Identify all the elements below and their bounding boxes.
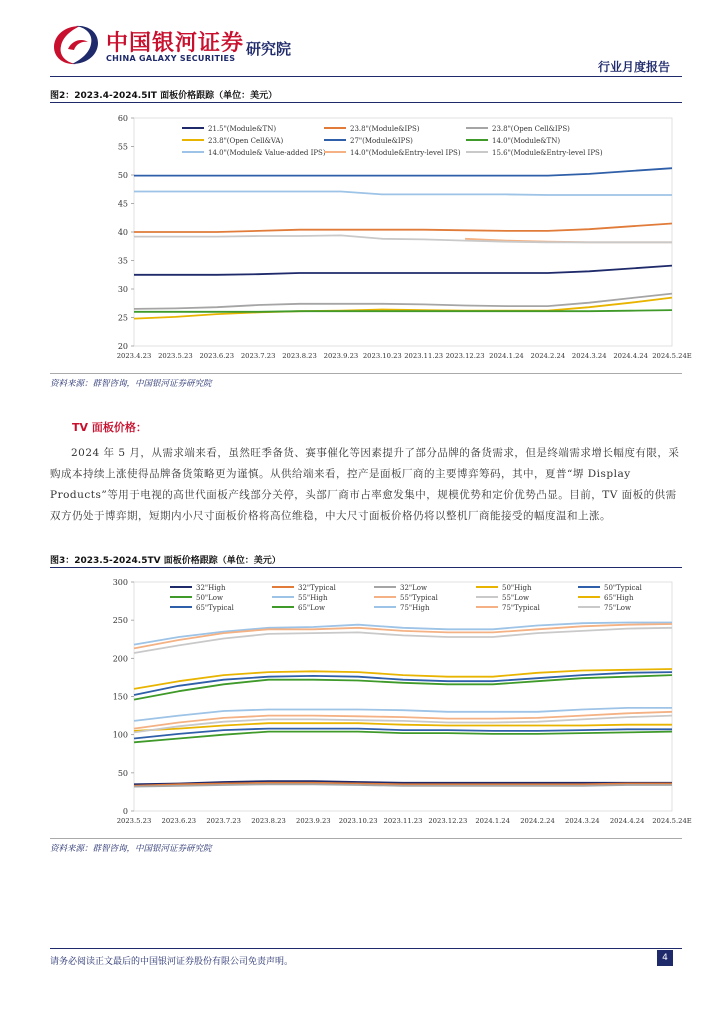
fig2-legend-label: 15.6"(Module&Entry-level IPS) <box>492 149 603 157</box>
fig3-legend-label: 55"Low <box>502 594 529 602</box>
fig2-x-tick-label: 2023.9.23 <box>323 352 359 360</box>
figure3-caption: 图3：2023.5-2024.5TV 面板价格跟踪（单位：美元） <box>50 556 281 566</box>
fig2-legend-label: 21.5"(Module&TN) <box>208 125 277 133</box>
figure3-tv-panel-chart <box>50 569 692 837</box>
fig2-legend-label: 14.0"(Module&Entry-level IPS) <box>350 149 461 157</box>
fig2-x-tick-label: 2023.11.23 <box>404 352 444 360</box>
figure3-caption-rule <box>50 567 682 568</box>
fig3-x-tick-label: 2023.7.23 <box>206 817 241 825</box>
fig3-legend-label: 50"High <box>502 584 532 592</box>
fig3-x-tick-label: 2024.4.24 <box>609 817 645 825</box>
figure2-caption-rule <box>50 102 682 103</box>
fig3-y-tick-label: 0 <box>122 807 128 816</box>
fig2-y-tick-label: 25 <box>117 313 128 323</box>
fig2-y-tick-label: 30 <box>117 285 128 294</box>
fig2-y-tick-label: 60 <box>117 114 128 123</box>
tv-section-heading: TV 面板价格： <box>72 421 147 434</box>
tv-section-paragraph <box>50 443 680 527</box>
figure3-bottom-rule <box>50 838 682 839</box>
fig2-x-tick-label: 2024.2.24 <box>530 352 566 360</box>
fig2-legend-label: 14.0"(Module&TN) <box>492 137 561 145</box>
institute-label: 研究院 <box>246 40 292 58</box>
fig3-series-line-12 <box>134 675 672 700</box>
fig2-series-line-6 <box>134 310 672 312</box>
logo-english-name: CHINA GALAXY SECURITIES <box>106 54 236 63</box>
tv-paragraph-text: 2024 年 5 月，从需求端来看，虽然旺季备货、赛事催化等因素提升了部分品牌的备货需求，但是终端需求增长幅度有限，采购成本持续上涨使得品牌备货策略更为谨慎。从供给端来看，控产是面板厂商的主要博弈筹码，其中，夏普“堺 Display Products”等用于电视的高世代面板产线部分关停，头部厂商市占率愈发集中，规模优势和定价优势凸显。目前，TV 面板的供需双方仍处于博弈期，短期内小尺寸面板价格将高位维稳，中大尺寸面板价格仍将以整机厂商能接受的幅度温和上涨。 <box>50 447 680 522</box>
fig3-x-tick-label: 2023.8.23 <box>251 817 286 825</box>
fig2-legend-label: 23.8"(Open Cell&IPS) <box>492 125 570 133</box>
fig3-legend-label: 50"Typical <box>604 584 642 592</box>
figure2-source: 资料来源：群智咨询，中国银河证券研究院 <box>50 379 212 389</box>
fig2-series-line-5 <box>134 168 672 175</box>
fig3-x-tick-label: 2023.6.23 <box>161 817 197 825</box>
fig3-legend-label: 65"High <box>604 594 634 602</box>
fig3-legend-label: 65"Typical <box>196 604 234 612</box>
fig3-legend-label: 32"High <box>196 584 226 592</box>
footer-disclaimer: 请务必阅读正文最后的中国银河证券股份有限公司免责声明。 <box>50 957 294 967</box>
fig2-x-tick-label: 2023.4.23 <box>116 352 152 360</box>
fig2-legend-label: 14.0"(Module& Value-added IPS) <box>208 149 326 157</box>
fig2-series-line-2 <box>134 224 672 233</box>
fig3-series-line-6 <box>134 732 672 743</box>
figure2-bottom-rule <box>50 373 682 374</box>
fig3-y-tick-label: 250 <box>112 616 128 626</box>
fig2-y-tick-label: 45 <box>117 199 128 209</box>
fig3-x-tick-label: 2024.3.24 <box>565 817 600 825</box>
fig2-x-tick-label: 2023.6.23 <box>199 352 235 360</box>
fig2-y-tick-label: 40 <box>117 228 128 237</box>
fig3-y-tick-label: 300 <box>112 578 128 587</box>
fig2-y-tick-label: 50 <box>117 171 128 180</box>
fig3-x-tick-label: 2023.12.23 <box>428 817 468 825</box>
figure2-caption: 图2：2023.4-2024.5IT 面板价格跟踪（单位：美元） <box>50 91 278 101</box>
fig3-y-tick-label: 50 <box>117 768 128 778</box>
fig2-x-tick-label: 2023.8.23 <box>282 352 317 360</box>
fig3-x-tick-label: 2024.1.24 <box>475 817 510 825</box>
fig2-x-tick-label: 2024.1.24 <box>489 352 524 360</box>
fig2-x-tick-label: 2023.7.23 <box>240 352 276 360</box>
fig3-legend-label: 55"Typical <box>400 594 438 602</box>
fig3-y-tick-label: 200 <box>112 654 128 664</box>
figure2-it-panel-chart <box>50 104 692 372</box>
fig2-x-tick-label: 2023.5.23 <box>158 352 193 360</box>
fig2-x-tick-label: 2024.3.24 <box>571 352 607 360</box>
fig2-series-line-9 <box>134 235 672 242</box>
fig2-series-line-1 <box>134 266 672 275</box>
fig3-legend-label: 55"High <box>298 594 328 602</box>
fig3-legend-label: 75"Typical <box>502 604 540 612</box>
footer-rule <box>50 948 682 949</box>
figure3-source: 资料来源：群智咨询，中国银河证券研究院 <box>50 844 212 854</box>
company-logo <box>50 22 102 68</box>
fig3-legend-label: 32"Low <box>400 584 427 592</box>
fig2-y-tick-label: 35 <box>117 256 128 266</box>
fig3-x-tick-label: 2024.2.24 <box>520 817 555 825</box>
fig2-legend-label: 27"(Module&IPS) <box>350 137 413 145</box>
fig3-legend-label: 75"High <box>400 604 430 612</box>
header-rule <box>50 76 682 77</box>
fig3-legend-label: 65"Low <box>298 604 325 612</box>
fig2-y-tick-label: 55 <box>117 142 128 152</box>
fig3-legend-label: 75"Low <box>604 604 631 612</box>
fig3-x-tick-label: 2023.5.23 <box>116 817 152 825</box>
fig3-legend-label: 50"Low <box>196 594 223 602</box>
logo-chinese-name: 中国银河证券 <box>106 31 245 56</box>
fig2-legend-label: 23.8"(Module&IPS) <box>350 125 420 133</box>
fig2-y-tick-label: 20 <box>117 342 128 351</box>
fig3-x-tick-label: 2023.11.23 <box>383 817 423 825</box>
fig2-x-tick-label: 2024.4.24 <box>613 352 648 360</box>
fig3-legend-label: 32"Typical <box>298 584 336 592</box>
fig3-x-tick-label: 2023.9.23 <box>296 817 331 825</box>
fig3-plot-frame <box>134 582 672 811</box>
fig2-x-tick-label: 2023.10.23 <box>362 352 402 360</box>
page-number: 4 <box>657 950 673 966</box>
fig3-x-tick-label: 2023.10.23 <box>338 817 378 825</box>
fig3-y-tick-label: 100 <box>112 730 128 740</box>
fig3-x-tick-label: 2024.5.24E <box>652 817 692 825</box>
fig2-x-tick-label: 2024.5.24E <box>652 352 692 360</box>
fig2-series-line-7 <box>134 192 672 196</box>
report-type: 行业月度报告 <box>597 60 670 74</box>
fig2-x-tick-label: 2023.12.23 <box>445 352 485 360</box>
fig3-y-tick-label: 150 <box>112 692 128 702</box>
fig2-legend-label: 23.8"(Open Cell&VA) <box>208 137 284 145</box>
galaxy-logo-icon <box>50 22 102 68</box>
